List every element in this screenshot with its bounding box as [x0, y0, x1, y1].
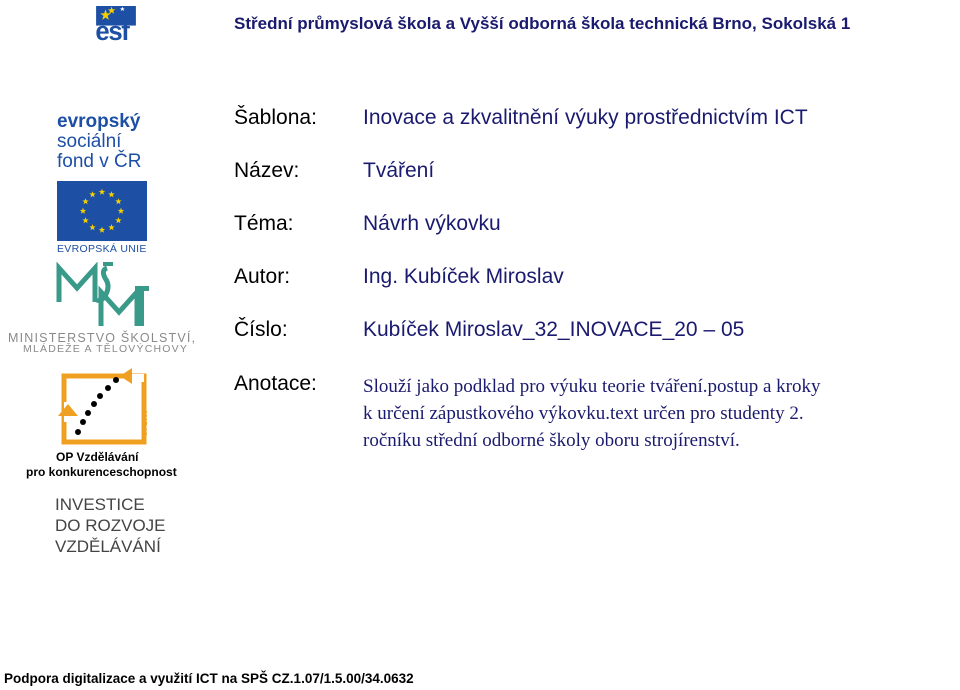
anotace-line2: k určení zápustkového výkovku.text určen pro studenty 2.: [363, 403, 804, 424]
header-school-name: Střední průmyslová škola a Vyšší odborná škola technická Brno, Sokolská 1: [234, 14, 851, 33]
anotace-label: Anotace:: [234, 372, 317, 395]
anotace-line1: Slouží jako podklad pro výuku teorie tváření.postup a kroky: [363, 376, 821, 397]
eu-flag-icon: [57, 181, 147, 241]
msmt-logo-icon: [55, 262, 150, 330]
esf-stars-icon: [57, 6, 175, 64]
investice-line2: DO ROZVOJE: [55, 516, 166, 535]
anotace-line3: ročníku střední odborné školy oboru strojírenství.: [363, 430, 740, 451]
svg-text:esf: esf: [95, 18, 129, 47]
op-vzdelavani-logo-icon: [56, 366, 152, 446]
investice-line3: VZDĚLÁVÁNÍ: [55, 537, 161, 556]
sablona-value: Inovace a zkvalitnění výuky prostřednictvím ICT: [363, 106, 808, 129]
op-line2: pro konkurenceschopnost: [26, 465, 177, 479]
nazev-label: Název:: [234, 159, 300, 182]
autor-value: Ing. Kubíček Miroslav: [363, 265, 564, 288]
eu-label: EVROPSKÁ UNIE: [57, 243, 147, 255]
cislo-label: Číslo:: [234, 318, 288, 341]
msmt-line1: MINISTERSTVO ŠKOLSTVÍ,: [8, 331, 197, 345]
tema-value: Návrh výkovku: [363, 212, 501, 235]
esf-line3: fond v ČR: [57, 151, 142, 172]
esf-logo: [57, 6, 175, 178]
autor-label: Autor:: [234, 265, 291, 288]
tema-label: Téma:: [234, 212, 294, 235]
esf-line2: sociální: [57, 131, 122, 152]
anotace-text: [363, 373, 955, 454]
investice-line1: INVESTICE: [55, 495, 145, 514]
svg-text:2007-13: 2007-13: [140, 410, 147, 436]
cislo-value: Kubíček Miroslav_32_INOVACE_20 – 05: [363, 318, 745, 341]
sablona-label: Šablona:: [234, 106, 317, 129]
op-line1: OP Vzdělávání: [56, 450, 139, 464]
msmt-line2: MLÁDEŽE A TĚLOVÝCHOVY: [23, 343, 189, 355]
logo-column: [0, 0, 220, 690]
investice-text: [55, 494, 166, 557]
footer-project-code: Podpora digitalizace a využití ICT na SPŠ CZ.1.07/1.5.00/34.0632: [4, 671, 414, 686]
esf-text: [57, 112, 141, 172]
nazev-value: Tváření: [363, 159, 435, 182]
esf-line1: evropský: [57, 111, 141, 132]
